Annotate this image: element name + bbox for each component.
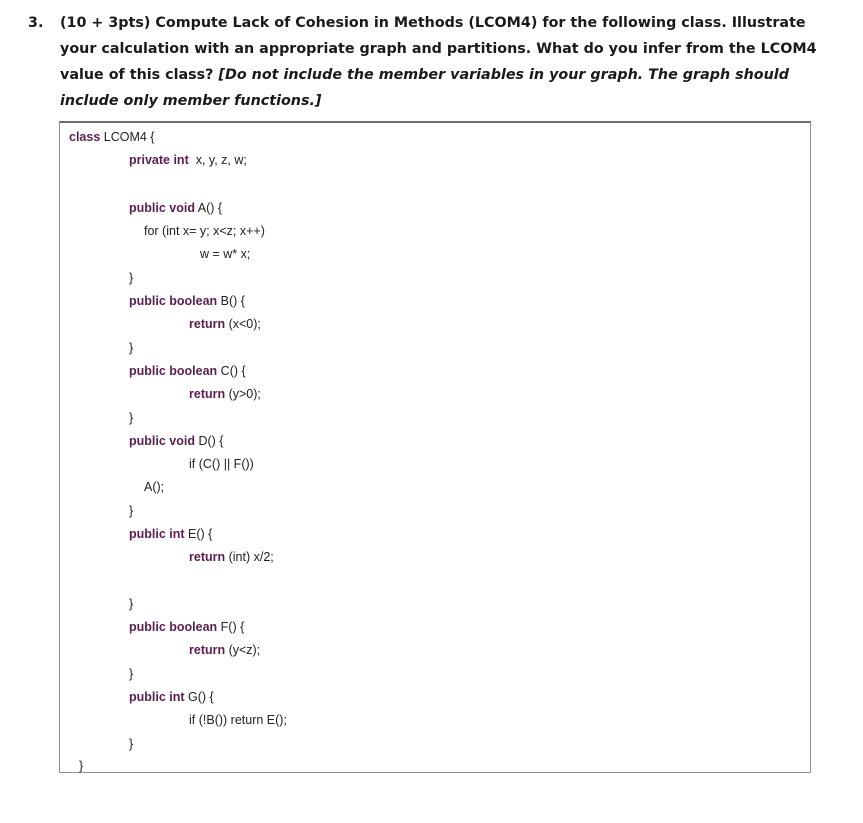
method-c-close: }	[129, 411, 134, 425]
class-declaration	[69, 130, 154, 144]
method-e-return	[189, 550, 274, 564]
return-expression: (int) x/2;	[225, 550, 274, 564]
method-a-body: w = w* x;	[200, 247, 251, 261]
field-list: x, y, z, w;	[188, 153, 247, 167]
class-keyword: class	[69, 130, 101, 144]
method-d-close: }	[129, 504, 134, 518]
method-a-for: for (int x= y; x<z; x++)	[144, 224, 265, 238]
method-a-name: A() {	[194, 201, 223, 215]
method-f-name: F() {	[217, 620, 245, 634]
return-expression: (x<0);	[225, 317, 261, 331]
method-d-keyword: public void	[129, 434, 195, 448]
field-declaration	[129, 153, 247, 167]
method-g-signature	[129, 690, 214, 704]
return-keyword: return	[189, 317, 226, 331]
method-b-name: B() {	[217, 294, 245, 308]
question-number: 3.	[28, 15, 44, 31]
method-g-close: }	[129, 737, 134, 751]
return-keyword: return	[189, 387, 226, 401]
class-name: LCOM4 {	[100, 130, 155, 144]
class-close: }	[79, 759, 84, 773]
return-expression: (y>0);	[225, 387, 261, 401]
method-c-keyword: public boolean	[129, 364, 218, 378]
method-d-if: if (C() || F())	[189, 457, 254, 471]
method-a-signature	[129, 201, 222, 215]
question-text-italic: [Do not include the member variables in your graph. The graph should include only member functions.]	[60, 67, 789, 109]
method-f-close: }	[129, 667, 134, 681]
method-b-keyword: public boolean	[129, 294, 218, 308]
question	[28, 10, 828, 114]
return-expression: (y<z);	[225, 643, 261, 657]
method-f-keyword: public boolean	[129, 620, 218, 634]
method-b-return	[189, 317, 261, 331]
method-e-signature	[129, 527, 212, 541]
method-c-return	[189, 387, 261, 401]
method-d-name: D() {	[194, 434, 224, 448]
method-b-signature	[129, 294, 245, 308]
method-a-keyword: public void	[129, 201, 195, 215]
method-b-close: }	[129, 341, 134, 355]
method-d-signature	[129, 434, 223, 448]
method-e-keyword: public int	[129, 527, 185, 541]
method-c-signature	[129, 364, 246, 378]
method-g-body: if (!B()) return E();	[189, 713, 287, 727]
method-g-name: G() {	[184, 690, 214, 704]
method-f-return	[189, 643, 260, 657]
code-box	[59, 121, 811, 773]
method-g-keyword: public int	[129, 690, 185, 704]
question-text	[60, 10, 828, 114]
return-keyword: return	[189, 643, 226, 657]
method-f-signature	[129, 620, 244, 634]
method-d-call: A();	[144, 480, 165, 494]
method-c-name: C() {	[217, 364, 246, 378]
method-a-close: }	[129, 271, 134, 285]
method-e-close: }	[129, 597, 134, 611]
private-keyword: private int	[129, 153, 189, 167]
method-e-name: E() {	[184, 527, 213, 541]
return-keyword: return	[189, 550, 226, 564]
question-text-plain: (10 + 3pts) Compute Lack of Cohesion in Methods (LCOM4) for the following class. Illustrate your calculation with an appropriate graph and partitions. What do you infer from the LCOM4 value of this class?	[60, 15, 817, 83]
